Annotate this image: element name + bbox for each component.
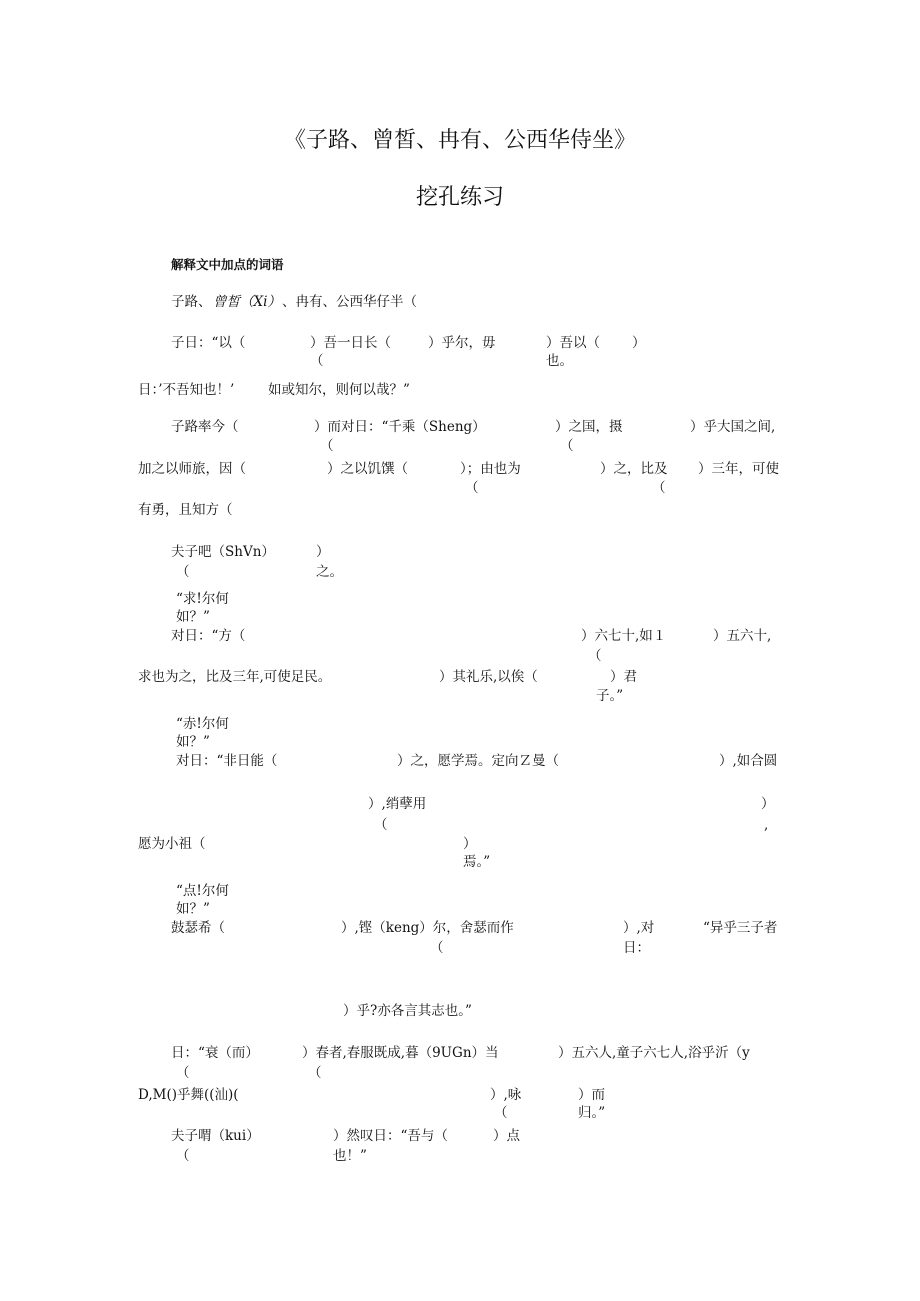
text-fragment: ）之，比及 xyxy=(600,461,668,477)
text-fragment: 如？” xyxy=(176,734,210,750)
text-fragment: ） xyxy=(632,335,646,351)
text-fragment: 子路率今（ xyxy=(171,419,239,435)
text-fragment: 、冉有、公西华仔半（ xyxy=(282,294,417,310)
text-fragment: ）,绡孽用 xyxy=(368,796,427,812)
text-fragment: 有勇，且知方（ xyxy=(138,502,233,518)
text-fragment: ）之，愿学焉。定向Ｚ曼（ xyxy=(397,753,559,769)
instruction-heading: 解释文中加点的词语 xyxy=(171,257,284,272)
text-fragment: 归。” xyxy=(578,1105,606,1121)
text-fragment: “赤!尔何 xyxy=(176,716,229,732)
text-fragment: 求也为之，比及三年,可使足民。 xyxy=(138,669,332,685)
text-fragment: 日：“衰（而） xyxy=(171,1045,259,1061)
text-fragment: ）；由也为 xyxy=(460,461,521,477)
text-fragment: ）,咏 xyxy=(490,1087,522,1103)
text-fragment: （ xyxy=(588,648,602,664)
text-fragment: ）乎?亦各言其志也。” xyxy=(343,1003,472,1019)
text-fragment: （ xyxy=(176,564,190,580)
text-fragment: 日：’不吾知也！’ xyxy=(138,382,235,398)
text-fragment: ）三年，可使 xyxy=(698,461,779,477)
text-fragment: “点!尔何 xyxy=(176,883,229,899)
text-fragment: 也。 xyxy=(546,353,573,369)
text-fragment: ）点 xyxy=(493,1128,520,1144)
text-fragment: ） xyxy=(316,544,330,560)
text-fragment: ）吾以（ xyxy=(546,335,600,351)
text-fragment: ） xyxy=(463,836,477,852)
text-fragment: ）然叹日：“吾与（ xyxy=(333,1128,448,1144)
text-fragment: 子。” xyxy=(596,688,624,704)
text-fragment: （ xyxy=(176,1148,190,1164)
text-fragment: （ xyxy=(560,438,574,454)
text-fragment: （ xyxy=(494,1105,508,1121)
text-fragment: 焉。” xyxy=(463,854,491,870)
text-fragment: 也！” xyxy=(333,1148,367,1164)
text-fragment: ）乎尔，毋 xyxy=(428,335,496,351)
text-fragment: ） xyxy=(761,796,775,812)
text-fragment: 曾皙（Xi） xyxy=(213,294,281,310)
text-fragment: 夫子吧（ShVn） xyxy=(171,544,275,560)
text-fragment: ）,对 xyxy=(623,920,655,936)
text-fragment: 子路、 xyxy=(171,294,212,310)
text-fragment: “求!尔何 xyxy=(176,591,229,607)
text-fragment: , xyxy=(764,817,769,833)
text-fragment: 如？” xyxy=(176,609,210,625)
text-fragment: 鼓瑟希（ xyxy=(171,920,225,936)
text-fragment: 加之以师旅，因（ xyxy=(138,461,246,477)
text-fragment: （ xyxy=(465,480,479,496)
text-fragment: （ xyxy=(308,1065,322,1081)
text-fragment: （ xyxy=(652,480,666,496)
text-fragment: “异乎三子者 xyxy=(703,920,778,936)
text-fragment: ）,如合圆 xyxy=(719,753,778,769)
text-fragment: 对日：“非日能（ xyxy=(176,753,278,769)
text-fragment: ）乎大国之间, xyxy=(690,419,776,435)
text-fragment: 夫子喟（kui） xyxy=(171,1128,260,1144)
text-fragment: 日： xyxy=(623,940,650,956)
text-fragment: 愿为小祖（ xyxy=(138,836,206,852)
text-fragment: ）而 xyxy=(578,1087,605,1103)
text-fragment: D,M()乎舞((汕)( xyxy=(138,1087,239,1103)
text-fragment: ）吾一日长（ xyxy=(310,335,391,351)
text-fragment: （ xyxy=(320,438,334,454)
text-fragment: （ xyxy=(374,817,388,833)
text-fragment: 如或知尔，则何以哉？” xyxy=(268,382,410,398)
text-fragment: 子日：“以（ xyxy=(171,335,246,351)
text-fragment: （ xyxy=(310,353,324,369)
text-fragment: ）而对日：“千乘（Sheng） xyxy=(314,419,486,435)
text-fragment: ）春者,春服既成,暮（9UGn）当 xyxy=(302,1045,499,1061)
text-fragment: ）之国，摄 xyxy=(555,419,623,435)
text-fragment: ）君 xyxy=(610,669,637,685)
document-title: 《子路、曾皙、冉有、公西华侍坐》 xyxy=(283,128,636,153)
text-fragment: ）五六人,童子六七人,浴乎沂（y xyxy=(558,1045,750,1061)
text-fragment: （ xyxy=(430,940,444,956)
text-fragment: 如？” xyxy=(176,901,210,917)
text-fragment: 对日：“方（ xyxy=(171,628,246,644)
text-fragment: ）,铿（keng）尔，舍瑟而作 xyxy=(341,920,514,936)
text-fragment: （ xyxy=(176,1065,190,1081)
document-subtitle: 挖孔练习 xyxy=(415,185,504,210)
text-fragment: ）其礼乐,以俟（ xyxy=(439,669,538,685)
text-fragment: ）六七十,如１ xyxy=(581,628,667,644)
text-fragment: ）五六十, xyxy=(713,628,772,644)
text-fragment: ）之以饥馔（ xyxy=(327,461,408,477)
text-fragment: 之。 xyxy=(316,564,343,580)
